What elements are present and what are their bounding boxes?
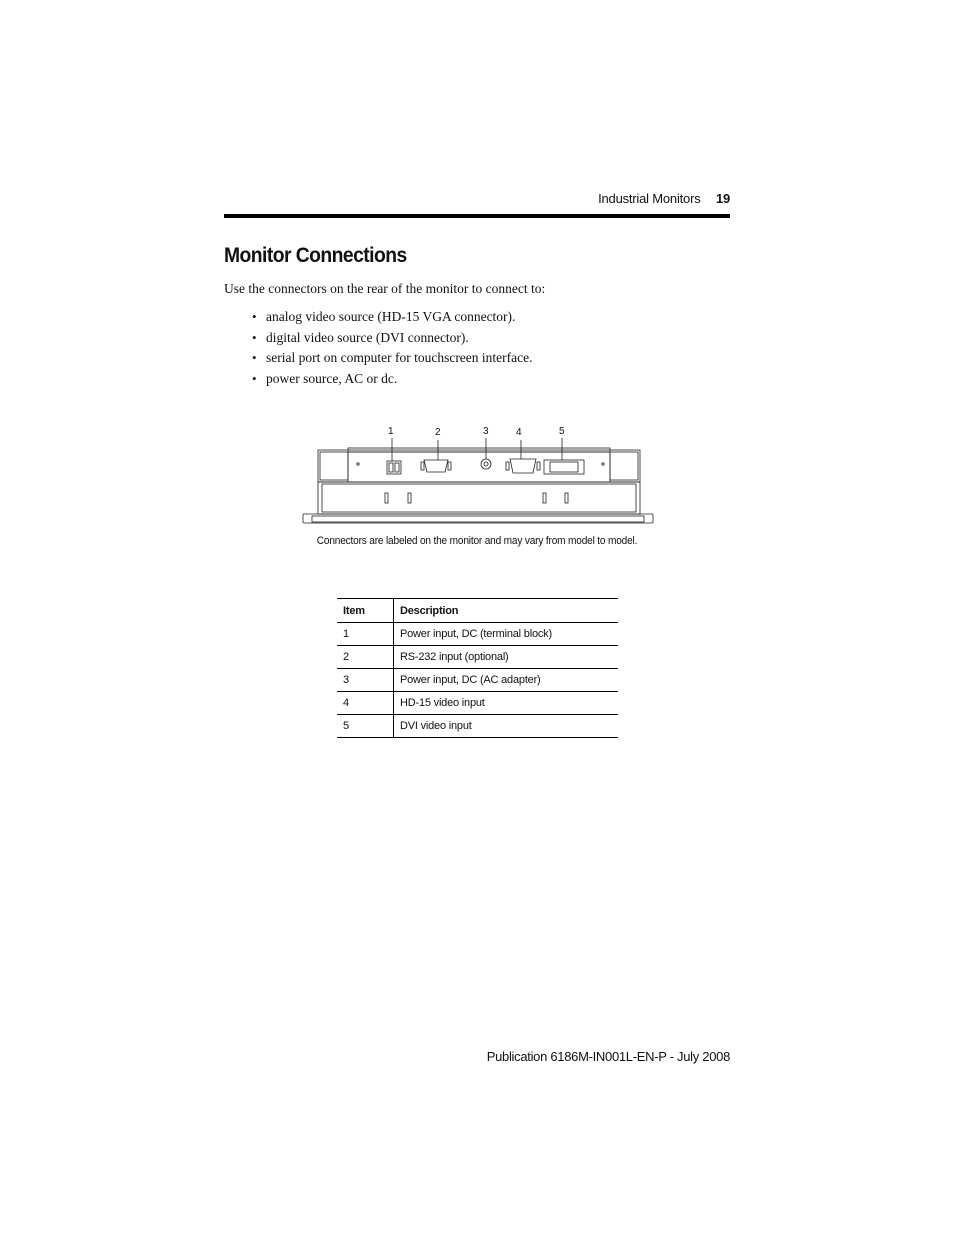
monitor-rear-diagram — [300, 420, 660, 530]
column-header-description: Description — [400, 604, 459, 617]
list-item: • power source, AC or dc. — [250, 369, 533, 390]
item-cell: 3 — [337, 669, 394, 692]
bullet-icon: • — [252, 329, 257, 345]
table-row — [337, 646, 618, 669]
figure-caption: Connectors are labeled on the monitor and may vary from model to model. — [316, 535, 638, 547]
page-number: 19 — [715, 191, 730, 206]
list-item: • analog video source (HD-15 VGA connector). — [250, 307, 533, 328]
table-row — [337, 623, 618, 646]
description-cell: DVI video input — [400, 720, 472, 732]
connection-list — [250, 307, 533, 389]
table-row — [337, 669, 618, 692]
table-header-row — [337, 599, 618, 623]
item-cell: 5 — [337, 715, 394, 738]
item-cell: 4 — [337, 692, 394, 715]
header-section: Industrial Monitors — [598, 191, 701, 206]
list-item: • digital video source (DVI connector). — [250, 328, 533, 349]
list-item: • serial port on computer for touchscreen interface. — [250, 348, 533, 369]
description-cell: Power input, DC (terminal block) — [400, 628, 552, 640]
running-header — [598, 191, 730, 206]
publication-footer: Publication 6186M-IN001L-EN-P - July 2008 — [486, 1049, 730, 1064]
bullet-icon: • — [252, 309, 257, 324]
intro-paragraph: Use the connectors on the rear of the monitor to connect to: — [224, 281, 546, 296]
connector-table — [337, 598, 618, 738]
description-cell: Power input, DC (AC adapter) — [400, 674, 541, 686]
callout-4: 4 — [516, 427, 522, 438]
callout-5: 5 — [559, 426, 565, 437]
column-header-item: Item — [337, 599, 394, 623]
header-rule — [224, 214, 730, 218]
bullet-icon: • — [252, 370, 257, 386]
callout-3: 3 — [483, 426, 489, 437]
item-cell: 2 — [337, 646, 394, 669]
callout-1: 1 — [388, 426, 394, 437]
table-row — [337, 692, 618, 715]
description-cell: HD-15 video input — [400, 697, 485, 709]
callout-2: 2 — [435, 427, 441, 438]
description-cell: RS-232 input (optional) — [400, 651, 509, 663]
table-row — [337, 715, 618, 738]
page-title: Monitor Connections — [224, 244, 407, 267]
monitor-rear-figure — [300, 420, 660, 530]
item-cell: 1 — [337, 623, 394, 646]
bullet-icon: • — [252, 350, 257, 365]
